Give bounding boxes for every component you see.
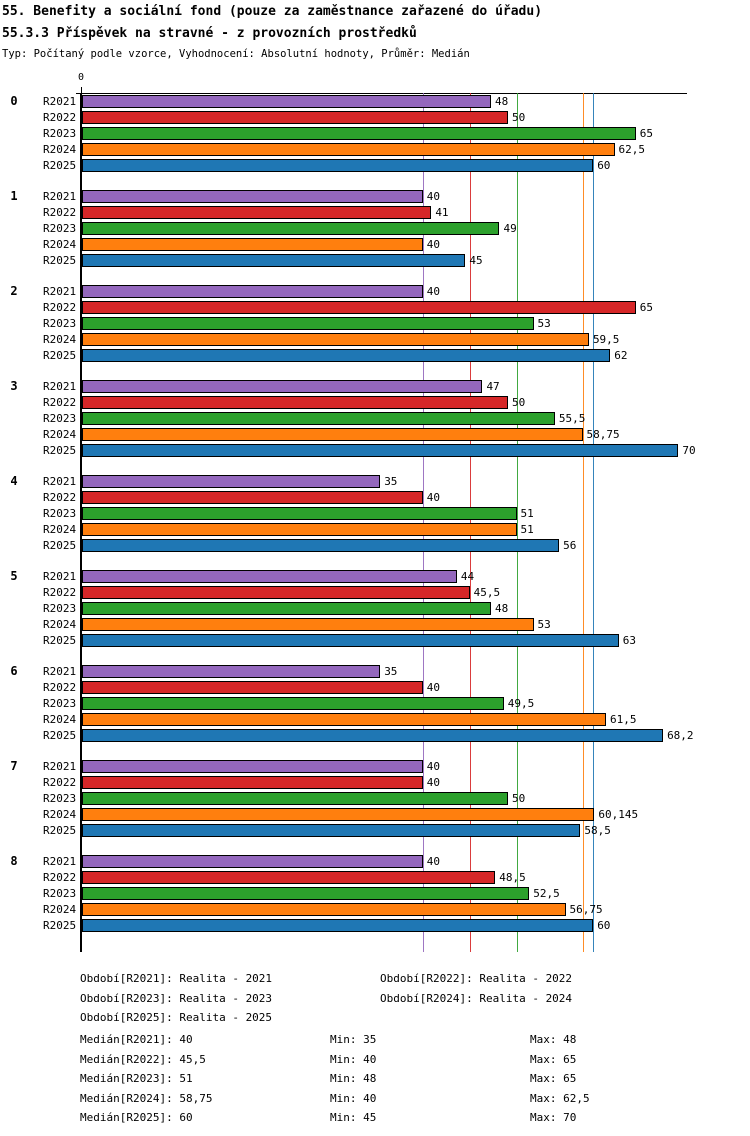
bar-5-r2021 (82, 570, 457, 583)
bar-value-label: 62,5 (618, 143, 645, 156)
bar-series-label: R2022 (43, 491, 77, 504)
bar-value-label: 47 (486, 380, 500, 393)
bar-6-r2021 (82, 665, 380, 678)
bar-value-label: 50 (512, 792, 526, 805)
bar-value-label: 45 (469, 254, 483, 267)
bar-value-label: 40 (426, 855, 441, 868)
bar-series-label: R2025 (43, 634, 77, 647)
bar-2-r2022 (82, 301, 636, 314)
bar-value-label: 56 (563, 539, 577, 552)
group-label-5: 5 (10, 569, 18, 583)
bar-value-label: 45,5 (473, 586, 501, 599)
bar-8-r2022 (82, 871, 495, 884)
legend-max-label: Max: 62,5 (530, 1091, 590, 1105)
median-line-r2024 (583, 93, 584, 952)
bar-value-label: 40 (426, 491, 441, 504)
bar-series-label: R2024 (43, 523, 77, 536)
group-label-4: 4 (10, 474, 18, 488)
bar-series-label: R2025 (43, 349, 77, 362)
legend-min-label: Min: 40 (330, 1091, 377, 1105)
legend-period-label: Období[R2023]: Realita - 2023 (80, 991, 273, 1005)
bar-value-label: 60 (597, 159, 611, 172)
bar-5-r2023 (82, 602, 491, 615)
bar-series-label: R2021 (43, 760, 77, 773)
bar-series-label: R2023 (43, 507, 77, 520)
bar-series-label: R2025 (43, 919, 77, 932)
bar-series-label: R2022 (43, 776, 77, 789)
bar-4-r2021 (82, 475, 380, 488)
bar-value-label: 48 (494, 95, 509, 108)
bar-series-label: R2023 (43, 602, 77, 615)
group-label-8: 8 (10, 854, 18, 868)
bar-value-label: 60 (597, 919, 611, 932)
bar-value-label: 51 (520, 523, 534, 536)
bar-value-label: 62 (614, 349, 628, 362)
bar-series-label: R2022 (43, 111, 77, 124)
bar-series-label: R2023 (43, 412, 77, 425)
legend-period-label: Období[R2022]: Realita - 2022 (380, 972, 573, 985)
bar-value-label: 40 (426, 776, 441, 789)
group-label-1: 1 (10, 189, 18, 203)
group-label-7: 7 (10, 759, 18, 773)
bar-3-r2021 (82, 380, 482, 393)
bar-value-label: 68,2 (667, 729, 694, 742)
bar-series-label: R2025 (43, 159, 77, 172)
axis-top-line (76, 93, 687, 94)
legend-period-label: Období[R2025]: Realita - 2025 (80, 1011, 273, 1024)
bar-value-label: 53 (537, 618, 551, 631)
legend-median-label: Medián[R2024]: 58,75 (80, 1091, 213, 1105)
bar-series-label: R2025 (43, 444, 77, 457)
legend-max-label: Max: 65 (530, 1052, 577, 1066)
legend-min-label: Min: 35 (330, 1033, 377, 1046)
report-title: 55. Benefity a sociální fond (pouze za zaměstnance zařazené do úřadu) (2, 4, 543, 19)
bar-series-label: R2024 (43, 238, 77, 251)
legend-max-label: Max: 65 (530, 1072, 577, 1085)
bar-series-label: R2022 (43, 871, 77, 884)
bar-value-label: 40 (426, 285, 441, 298)
axis-origin-label: 0 (77, 72, 85, 83)
bar-0-r2021 (82, 95, 491, 108)
bar-2-r2023 (82, 317, 534, 330)
bar-4-r2024 (82, 523, 517, 536)
bar-5-r2025 (82, 634, 619, 647)
bar-6-r2025 (82, 729, 663, 742)
bar-series-label: R2021 (43, 95, 77, 108)
legend-period-label: Období[R2024]: Realita - 2024 (380, 991, 573, 1005)
bar-value-label: 58,75 (586, 428, 620, 441)
group-label-6: 6 (10, 664, 18, 678)
bar-value-label: 44 (460, 570, 475, 583)
bar-value-label: 48,5 (499, 871, 526, 884)
bar-value-label: 40 (426, 238, 441, 251)
bar-series-label: R2023 (43, 127, 77, 140)
bar-series-label: R2022 (43, 396, 77, 409)
bar-1-r2021 (82, 190, 423, 203)
bar-value-label: 48 (494, 602, 509, 615)
bar-series-label: R2021 (43, 285, 77, 298)
bar-value-label: 40 (426, 681, 441, 694)
bar-7-r2023 (82, 792, 508, 805)
bar-3-r2022 (82, 396, 508, 409)
bar-value-label: 51 (520, 507, 534, 520)
bar-value-label: 61,5 (609, 713, 637, 726)
bar-4-r2025 (82, 539, 559, 552)
bar-value-label: 59,5 (592, 333, 620, 346)
bar-value-label: 50 (512, 111, 526, 124)
bar-value-label: 49,5 (507, 697, 535, 710)
bar-3-r2023 (82, 412, 555, 425)
report-subtitle: 55.3.3 Příspěvek na stravné - z provozních prostředků (2, 26, 417, 41)
bar-3-r2024 (82, 428, 583, 441)
bar-0-r2023 (82, 127, 636, 140)
bar-1-r2024 (82, 238, 423, 251)
bar-series-label: R2025 (43, 254, 77, 267)
bar-series-label: R2025 (43, 539, 77, 552)
bar-1-r2023 (82, 222, 499, 235)
bar-8-r2023 (82, 887, 529, 900)
bar-series-label: R2024 (43, 903, 77, 916)
bar-series-label: R2023 (43, 222, 77, 235)
bar-series-label: R2023 (43, 697, 77, 710)
bar-0-r2025 (82, 159, 593, 172)
bar-4-r2022 (82, 491, 423, 504)
bar-series-label: R2022 (43, 206, 77, 219)
bar-series-label: R2021 (43, 855, 77, 868)
bar-value-label: 40 (426, 760, 441, 773)
report-meta-line: Typ: Počítaný podle vzorce, Vyhodnocení: Absolutní hodnoty, Průměr: Medián (2, 48, 470, 60)
bar-value-label: 55,5 (558, 412, 586, 425)
bar-value-label: 53 (537, 317, 551, 330)
bar-8-r2021 (82, 855, 423, 868)
bar-7-r2022 (82, 776, 423, 789)
legend-median-label: Medián[R2021]: 40 (80, 1033, 193, 1046)
bar-8-r2025 (82, 919, 593, 932)
bar-series-label: R2025 (43, 729, 77, 742)
bar-value-label: 65 (639, 127, 654, 140)
bar-1-r2022 (82, 206, 431, 219)
bar-4-r2023 (82, 507, 517, 520)
bar-value-label: 41 (435, 206, 449, 219)
bar-value-label: 50 (512, 396, 526, 409)
bar-5-r2024 (82, 618, 534, 631)
legend-median-label: Medián[R2025]: 60 (80, 1111, 193, 1124)
bar-8-r2024 (82, 903, 566, 916)
bar-series-label: R2021 (43, 475, 77, 488)
legend-median-label: Medián[R2023]: 51 (80, 1072, 193, 1085)
bar-series-label: R2024 (43, 618, 77, 631)
bar-value-label: 65 (639, 301, 654, 314)
legend-median-label: Medián[R2022]: 45,5 (80, 1052, 206, 1066)
bar-2-r2025 (82, 349, 610, 362)
bar-0-r2024 (82, 143, 615, 156)
bar-series-label: R2023 (43, 887, 77, 900)
bar-series-label: R2024 (43, 333, 77, 346)
bar-series-label: R2021 (43, 570, 77, 583)
bar-2-r2024 (82, 333, 589, 346)
bar-series-label: R2021 (43, 665, 77, 678)
legend-max-label: Max: 70 (530, 1111, 577, 1124)
group-label-2: 2 (10, 284, 18, 298)
group-label-0: 0 (10, 94, 18, 108)
bar-value-label: 40 (426, 190, 441, 203)
bar-series-label: R2022 (43, 301, 77, 314)
bar-series-label: R2025 (43, 824, 77, 837)
bar-7-r2025 (82, 824, 580, 837)
bar-value-label: 56,75 (569, 903, 603, 916)
bar-6-r2023 (82, 697, 504, 710)
legend-min-label: Min: 48 (330, 1072, 377, 1085)
bar-6-r2024 (82, 713, 606, 726)
bar-series-label: R2021 (43, 190, 77, 203)
bar-6-r2022 (82, 681, 423, 694)
bar-series-label: R2024 (43, 713, 77, 726)
bar-series-label: R2023 (43, 317, 77, 330)
legend-period-label: Období[R2021]: Realita - 2021 (80, 972, 273, 985)
bar-series-label: R2024 (43, 808, 77, 821)
bar-series-label: R2021 (43, 380, 77, 393)
bar-3-r2025 (82, 444, 678, 457)
bar-value-label: 35 (384, 475, 398, 488)
bar-value-label: 60,145 (598, 808, 639, 821)
bar-7-r2021 (82, 760, 423, 773)
legend-min-label: Min: 40 (330, 1052, 377, 1066)
bar-value-label: 52,5 (533, 887, 560, 900)
bar-value-label: 35 (384, 665, 398, 678)
bar-5-r2022 (82, 586, 470, 599)
bar-0-r2022 (82, 111, 508, 124)
bar-value-label: 70 (682, 444, 696, 457)
legend-min-label: Min: 45 (330, 1111, 377, 1124)
bar-series-label: R2023 (43, 792, 77, 805)
bar-value-label: 58,5 (584, 824, 611, 837)
bar-series-label: R2024 (43, 428, 77, 441)
group-label-3: 3 (10, 379, 18, 393)
bar-1-r2025 (82, 254, 465, 267)
bar-value-label: 49 (503, 222, 517, 235)
bar-series-label: R2024 (43, 143, 77, 156)
bar-2-r2021 (82, 285, 423, 298)
bar-series-label: R2022 (43, 681, 77, 694)
bar-7-r2024 (82, 808, 594, 821)
bar-series-label: R2022 (43, 586, 77, 599)
legend-max-label: Max: 48 (530, 1033, 577, 1046)
bar-value-label: 63 (622, 634, 636, 647)
